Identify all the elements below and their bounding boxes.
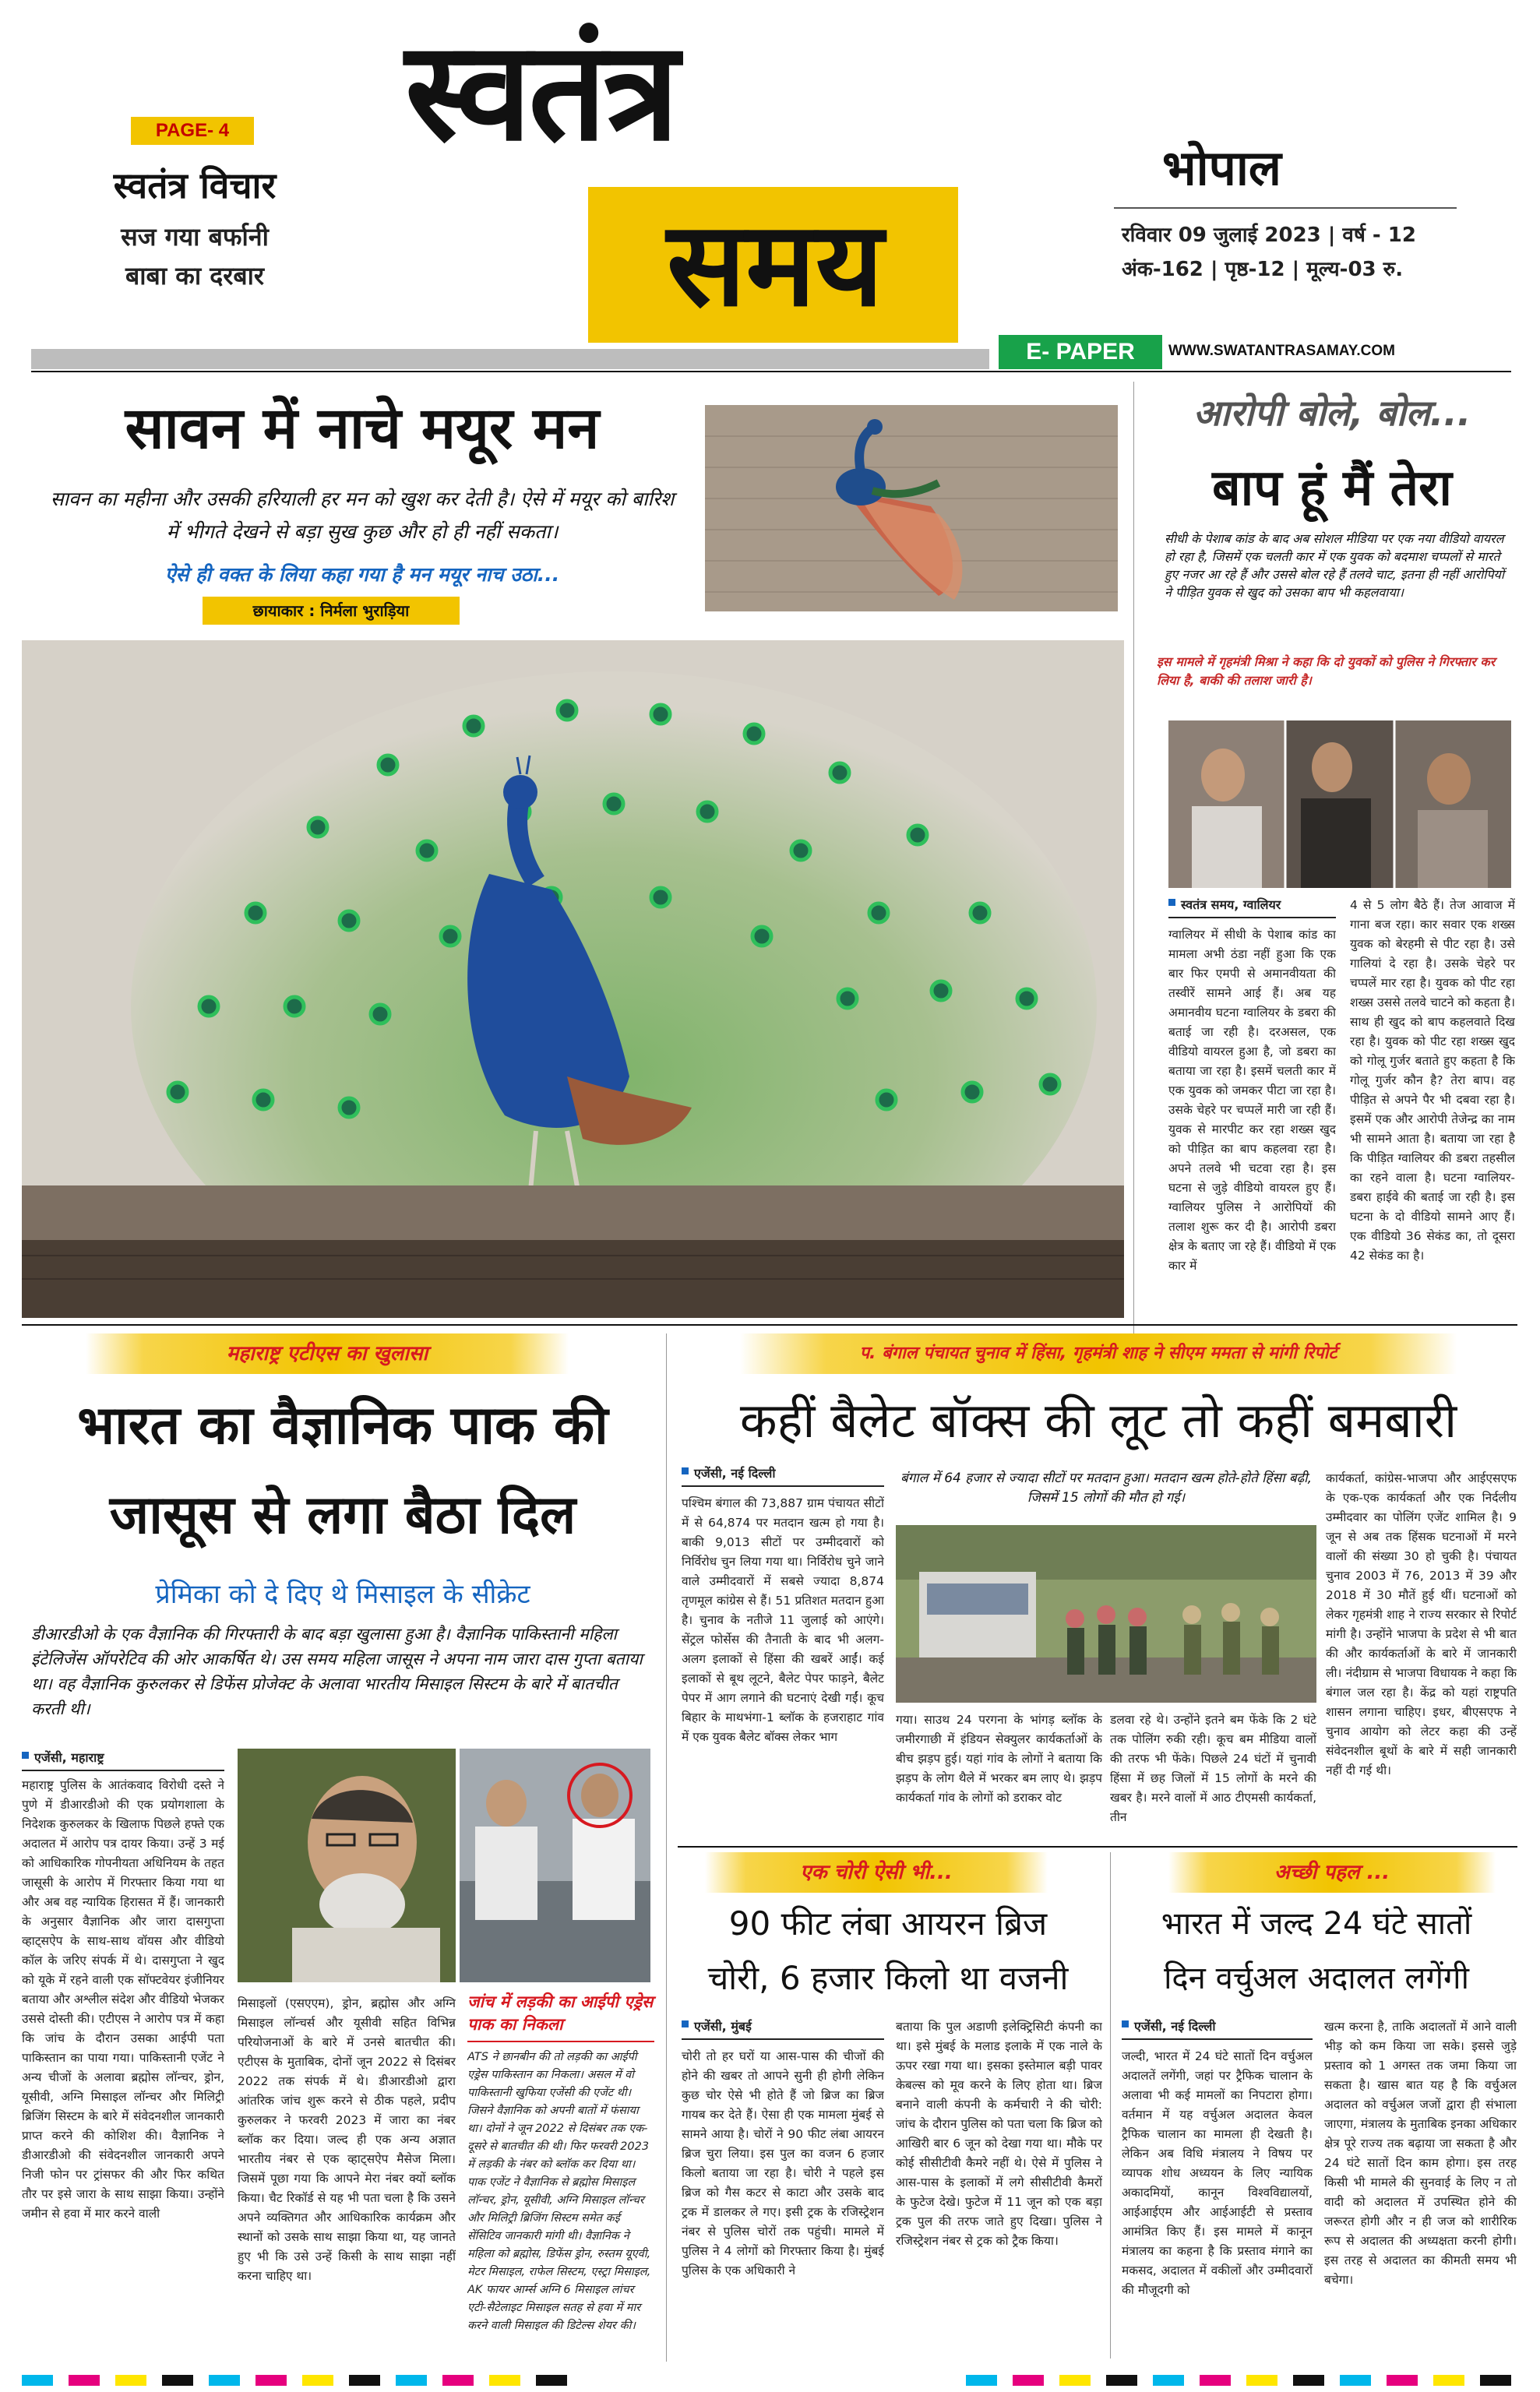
- peacock-main-photo: [22, 640, 1124, 1318]
- aaropi-byline: [1168, 896, 1336, 925]
- epaper-badge: E- PAPER: [999, 335, 1162, 369]
- header-bottom-rule: [31, 371, 1511, 372]
- photo-credit: छायाकार : निर्मला भुराड़िया: [203, 597, 460, 625]
- court-headline-line-2: दिन वर्चुअल अदालत लगेंगी: [1164, 1960, 1469, 1996]
- bengal-kicker: प. बंगाल पंचायत चुनाव में हिंसा, गृहमंत्री शाह ने सीएम ममता से मांगी रिपोर्ट: [740, 1333, 1457, 1374]
- bengal-violence-illustration: [896, 1525, 1316, 1703]
- city-name: भोपाल: [1162, 139, 1281, 196]
- court-byline: [1122, 2017, 1313, 2046]
- aaropi-highlight: इस मामले में गृहमंत्री मिश्रा ने कहा कि दो युवकों को पुलिस ने गिरफ्तार कर लिया है, बाकी की तलाश जारी है।: [1157, 654, 1496, 688]
- scientist-illustration: [238, 1749, 456, 1982]
- bengal-column-3: डलवा रहे थे। उन्होंने इतने बम फेंके कि 2 घंटे तक पोलिंग रुकी रही। कूच बम मीडिया वालों की तरफ भी फेंके। पिछले 24 घंटों में चुनावी हिंसा में छह जिलों में 15 लोगों के मरने की खबर है। मरने वालों में आठ टीएमसी कार्यकर्ता, तीन: [1110, 1713, 1316, 1824]
- peacock-headline: सावन में नाचे मयूर मन: [125, 395, 600, 462]
- masthead-rule: [31, 349, 989, 369]
- ats-column-1: महाराष्ट्र पुलिस के आतंकवाद विरोधी दस्ते ने पुणे में डीआरडीओ की एक प्रयोगशाला के निदेशक कुरुलकर के खिलाफ पिछले हफ्ते एक अदालत में आरोप पत्र दायर किया। उन्हें 3 मई को आधिकारिक गोपनीयता अधिनियम के तहत जासूसी के आरोप में गिरफ्तार किया गया था और अब वह न्यायिक हिरासत में हैं। जानकारी के अनुसार वैज्ञानिक और जारा दासगुप्ता व्हाट्सऐप के साथ-साथ वॉयस और वीडियो कॉल के जरिए संपर्क में थे। दासगुप्ता ने खुद को यूके में रहने वाली एक सॉफ्टवेयर इंजीनियर बताया और अश्लील संदेश और वीडियो भेजकर उससे दोस्ती की। एटीएस ने आरोप पत्र में कहा कि जांच के दौरान उसका आईपी पता पाकिस्तान का पाया गया। पाकिस्तानी एजेंट ने अन्य चीजों के अलावा ब्रह्मोस लॉन्चर, ड्रोन, यूसीवी, अग्नि मिसाइल लॉन्चर और मिलिट्री ब्रिजिंग सिस्टम के बारे में संवेदनशील जानकारी प्राप्त करने की कोशिश की। वैज्ञानिक ने डीआरडीओ की संवेदनशील जानकारी अपने निजी फोन पर ट्रांसफर की और फिर कथित तौर पर इसे जारा के साथ साझा किया। उन्होंने जमीन से हवा में मार करने वाली: [22, 1778, 224, 2221]
- column-rule-right-top: [1133, 382, 1134, 1340]
- aaropi-column-2: 4 से 5 लोग बैठे हैं। तेज आवाज में गाना बज रहा। कार सवार एक शख्स युवक को बेरहमी से पीट रहा है। उसे गालियां दे रहा है। उसके चेहरे पर चप्पलें मार रहा है। युवक को पीट रहा शख्स उससे तलवे चाटने को कहता है। साथ ही खुद को बाप कहलवाते दिख रहा है। युवक को पीट रहा शख्स खुद को गोलू गुर्जर बताते हुए कहता है कि गोलू गुर्जर कौन है? तेरा बाप। वह पीड़ित से अपने पैर भी दबवा रहा है। इसमें एक और आरोपी तेजेन्द्र का नाम भी सामने आता है। बताया जा रहा है कि पीड़ित ग्वालियर की डबरा तहसील का रहने वाला है। घटना ग्वालियर-डबरा हाईवे की बताई जा रही है। इस घटना के दो वीडियो सामने आए हैं। एक वीडियो 36 सेकंड का, तो दूसरा 42 सेकंड का है।: [1350, 898, 1515, 1263]
- court-kicker: अच्छी पहल ...: [1168, 1852, 1496, 1893]
- bengal-photo-caption: बंगाल में 64 हजार से ज्यादा सीटों पर मतदान हुआ। मतदान खत्म होते-होते हिंसा बढ़ी, जिसमें 15 लोगों की मौत हो गई।: [900, 1471, 1312, 1506]
- bridge-kicker: एक चोरी ऐसी भी...: [705, 1852, 1048, 1893]
- bridge-headline-line-1: 90 फीट लंबा आयरन ब्रिज: [728, 1904, 1048, 1943]
- registration-marks-right: [966, 2375, 1511, 2386]
- bridge-byline: [682, 2017, 884, 2046]
- ats-intro: डीआरडीओ के एक वैज्ञानिक की गिरफ्तारी के बाद बड़ा खुलासा हुआ है। वैज्ञानिक पाकिस्तानी महिला इंटेलिजेंस ऑपरेटिव की ओर आकर्षित थे। उस समय महिला जासूस ने अपना नाम जारा दास गुप्ता बताया था। वह वैज्ञानिक कुरुलकर से डिफेंस प्रोजेक्ट के अलावा भारतीय मिसाइल सिस्टम के बारे में बातचीत करती थी।: [31, 1625, 643, 1718]
- logo-text-top: स्वतंत्र: [405, 12, 676, 171]
- teaser-line-2: बाबा का दरबार: [125, 261, 264, 291]
- ats-box-text: ATS ने छानबीन की तो लड़की का आईपी एड्रेस पाकिस्तान का निकला। असल में वो पाकिस्तानी खुफिया एजेंसी की एजेंट थी। जिसने वैज्ञानिक को अपनी बातों में फंसाया था। दोनों ने जून 2022 से दिसंबर तक एक-दूसरे से बातचीत की थी। फिर फरवरी 2023 में लड़की के नंबर को ब्लॉक कर दिया था। पाक एजेंट ने वैज्ञानिक से ब्रह्मोस मिसाइल लॉन्चर, ड्रोन, यूसीवी, अग्नि मिसाइल लॉन्चर और मिलिट्री ब्रिजिंग सिस्टम समेत कई सेंसिटिव जानकारी मांगी थी। वैज्ञानिक ने महिला को ब्रह्मोस, डिफेंस ड्रोन, रुस्तम यूएवी, मेटर मिसाइल, राफेल सिस्टम, एस्ट्रा मिसाइल, AK फायर आर्म्स अग्नि 6 मिसाइल लांचर एटी-सैटेलाइट मिसाइल सतह से हवा में मार करने वाली मिसाइल की डिटेल्स शेयर की।: [467, 2051, 651, 2332]
- section-divider: [22, 1324, 1517, 1326]
- bengal-violence-photo: [896, 1525, 1316, 1703]
- ats-byline-text: एजेंसी, महाराष्ट्र: [22, 1749, 224, 1771]
- issue-line: अंक-162 | पृष्ठ-12 | मूल्य-03 रु.: [1122, 258, 1404, 281]
- court-headline-line-1: भारत में जल्द 24 घंटे सातों: [1161, 1906, 1472, 1942]
- bengal-column-1: पश्चिम बंगाल की 73,887 ग्राम पंचायत सीटों में से 64,874 पर मतदान खत्म हो गया है। बाकी 9,013 सीटों पर उम्मीदवारों को निर्विरोध चुन लिया गया था। निर्विरोध चुने जाने वाले उम्मीदवारों में सबसे ज्यादा 8,874 तृणमूल कांग्रेस से हैं। 51 प्रतिशत मतदान हुआ है। चुनाव के नतीजे 11 जुलाई को आएंगे। सेंट्रल फोर्सेस की तैनाती के बाद भी अलग-अलग इलाकों से हिंसा की खबरें आईं। कई इलाकों से बूथ लूटने, बैलेट पेपर फाड़ने, बैलेट पेपर में आग लगाने की घटनाएं देखी गईं। कूच बिहार के माथभंगा-1 ब्लॉक के हजराहाट गांव में एक युवक बैलेट बॉक्स लेकर भाग: [682, 1496, 884, 1744]
- aaropi-video-illustration: [1168, 720, 1511, 888]
- ats-column-2: मिसाइलों (एसएएम), ड्रोन, ब्रह्मोस और अग्नि मिसाइल लॉन्चर्स और यूसीवी सहित विभिन्न परियोजनाओं के बारे में उनसे बातचीत की। एटीएस के मुताबिक, दोनों जून 2022 से दिसंबर 2022 तक संपर्क में थे। डीआरडीओ द्वारा आंतरिक जांच शुरू करने से ठीक पहले, प्रदीप कुरुलकर ने फरवरी 2023 में जारा का नंबर ब्लॉक कर दिया। जल्द ही एक अन्य अज्ञात भारतीय नंबर से एक व्हाट्सऐप मैसेज मिला। जिसमें पूछा गया कि आपने मेरा नंबर क्यों ब्लॉक किया। चैट रिकॉर्ड से यह भी पता चला है कि उसने अपने व्यक्तिगत और आधिकारिक कार्यक्रम और स्थानों को उसके साथ साझा किया था, यह जानते हुए भी कि उसे उन्हें किसी के साथ साझा नहीं करना चाहिए था।: [238, 1996, 456, 2283]
- bengal-byline-text: एजेंसी, नई दिल्ली: [682, 1464, 884, 1487]
- bengal-headline: कहीं बैलेट बॉक्स की लूट तो कहीं बमबारी: [739, 1392, 1457, 1449]
- bridge-byline-text: एजेंसी, मुंबई: [682, 2017, 884, 2040]
- city-rule: [1114, 207, 1457, 209]
- lower-divider: [678, 1846, 1517, 1848]
- logo-text-bottom: समय: [666, 197, 884, 333]
- website-link[interactable]: WWW.SWATANTRASAMAY.COM: [1168, 343, 1395, 359]
- bengal-column-4: कार्यकर्ता, कांग्रेस-भाजपा और आईएसएफ के एक-एक कार्यकर्ता और एक निर्दलीय उम्मीदवार का पोलिंग एजेंट शामिल है। 9 जून से अब तक हिंसक घटनाओं में मरने वालों की संख्या 30 हो चुकी है। पंचायत चुनाव 2003 में 76, 2013 में 39 और 2018 में 30 मौतें हुई थीं। घटनाओं को लेकर गृहमंत्री शाह ने राज्य सरकार से रिपोर्ट मांगी है। उन्होंने भाजपा के प्रदेश से भी बात की और कार्यकर्ताओं के बारे में जानकारी ली। नंदीग्राम से भाजपा विधायक ने कहा कि बंगाल जल रहा है। केंद्र को यहां राष्ट्रपति शासन लगाना चाहिए। इधर, बीएसएफ ने चुनाव आयोग को लेटर कहा की उन्हें संवेदनशील बूथों के बारे में सही जानकारी नहीं दी गई थी।: [1326, 1471, 1517, 1777]
- page-label: PAGE- 4: [131, 117, 254, 145]
- ats-subhead: प्रेमिका को दे दिए थे मिसाइल के सीक्रेट: [155, 1579, 530, 1610]
- bridge-headline-line-2: चोरी, 6 हजार किलो था वजनी: [707, 1959, 1069, 1997]
- peacock-intro: सावन का महीना और उसकी हरियाली हर मन को खुश कर देती है। ऐसे में मयूर को बारिश में भीगते देखने से बड़ा सुख कुछ और हो ही नहीं सकता।: [50, 488, 675, 543]
- column-rule-middle: [666, 1333, 667, 2362]
- flying-peacock-photo: [705, 405, 1118, 611]
- bengal-column-2: गया। साउथ 24 परगना के भांगड़ ब्लॉक के जमीरगाछी में इंडियन सेक्युलर कार्यकर्ताओं के बीच झड़प हुई। यहां गांव के लोगों ने बताया कि झड़प के लोग थैले में भरकर बम लाए थे। झड़प कार्यकर्ता गांव के लोगों को डराकर वोट: [896, 1713, 1102, 1805]
- aaropi-kicker: आरोपी बोले, बोल...: [1193, 392, 1471, 434]
- ats-byline: [22, 1749, 224, 1777]
- section-title: स्वतंत्र विचार: [113, 164, 277, 206]
- ats-headline-line-2: जासूस से लगा बैठा दिल: [109, 1485, 576, 1546]
- date-line: रविवार 09 जुलाई 2023 | वर्ष - 12: [1122, 224, 1416, 247]
- logo: [405, 14, 1013, 341]
- aaropi-intro: सीधी के पेशाब कांड के बाद अब सोशल मीडिया पर एक नया वीडियो वायरल हो रहा है, जिसमें एक चलती कार में एक युवक को बदमाश चप्पलों से मारते हुए नजर आ रहे हैं और उससे बोल रहे हैं तलवे चाट, इतना ही नहीं आरोपियों ने पीड़ित युवक से खुद को उसका बाप भी कहलवाया।: [1165, 531, 1504, 600]
- ats-box-title: जांच में लड़की का आईपी एड्रेस पाक का निकला: [467, 1991, 654, 2042]
- bengal-byline: [682, 1464, 884, 1493]
- aaropi-headline: बाप हूं मैं तेरा: [1212, 460, 1452, 517]
- column-rule-lower: [1110, 1852, 1111, 2359]
- bridge-column-1: चोरी तो हर घरों या आस-पास की चीजों की होने की खबर तो आपने सुनी ही होगी लेकिन कुछ चोर ऐसे भी होते हैं जो ब्रिज का ब्रिज गायब कर देते हैं। ऐसा ही एक मामला मुंबई से सामने आया है। चोरों ने 90 फीट लंबा आयरन ब्रिज चुरा लिया। इस पुल का वजन 6 हजार किलो बताया जा रहा है। चोरी ने पहले इस ब्रिज को गैस कटर से काटा और उसके बाद ट्रक में डालकर ले गए। इसी ट्रक के रजिस्ट्रेशन नंबर से पुलिस चोरों तक पहुंची। मामले में पुलिस ने 4 लोगों को गिरफ्तार किया है। मुंबई पुलिस के एक अधिकारी ने: [682, 2049, 884, 2278]
- scientist-photo: [238, 1749, 456, 1982]
- aaropi-column-1: ग्वालियर में सीधी के पेशाब कांड का मामला अभी ठंडा नहीं हुआ कि एक बार फिर एमपी से अमानवीयता की तस्वीरें सामने आई हैं। अब यह अमानवीय घटना ग्वालियर के डबरा की बताई जा रही है। दरअसल, एक वीडियो वायरल हुआ है, जो डबरा का बताया जा रहा है। इसमें चलती कार में एक युवक को जमकर पीटा जा रहा है। उसके चेहरे पर चप्पलें मारी जा रही हैं। युवक से मारपीट कर रहा शख्स खुद को पीड़ित का बाप कहलवा रहा है। अपने तलवे भी चटवा रहा है। इस घटना से जुड़े वीडियो वायरल हुए हैं। ग्वालियर पुलिस ने आरोपियों की तलाश शुरू कर दी है। आरोपी डबरा क्षेत्र के बताए जा रहे हैं। वीडियो में एक कार में: [1168, 928, 1336, 1273]
- court-byline-text: एजेंसी, नई दिल्ली: [1122, 2017, 1313, 2040]
- court-column-1: जल्दी, भारत में 24 घंटे सातों दिन वर्चुअल अदालतें लगेंगी, जहां पर ट्रैफिक चालान के अलावा भी कई मामलों का निपटारा होगा। वर्तमान में यह वर्चुअल अदालत केवल ट्रैफिक चालान का मामला ही देखती है। लेकिन अब विधि मंत्रालय ने विषय पर व्यापक शोध अध्ययन के लिए न्यायिक अकादमियों, कानून विश्वविद्यालयों, आईआईएम और आईआईटी से प्रस्ताव आमंत्रित किए हैं। इस मामले में कानून मंत्रालय का कहना है कि प्रस्ताव मंगाने का मकसद, अदालत में वकीलों और उम्मीदवारों की मौजूदगी को: [1122, 2049, 1313, 2297]
- bridge-column-2: बताया कि पुल अडाणी इलेक्ट्रिसिटी कंपनी का था। इसे मुंबई के मलाड इलाके में एक नाले के ऊपर रखा गया था। इसका इस्तेमाल बड़ी पावर केबल्स को मूव करने के लिए होता था। ब्रिज बनाने वाली कंपनी के कर्मचारी ने की चोरी: जांच के दौरान पुलिस को पता चला कि ब्रिज को आखिरी बार 6 जून को देखा गया था। मौके पर कोई सीसीटीवी कैमरे नहीं थे। ऐसे में पुलिस ने आस-पास के इलाकों में लगे सीसीटीवी कैमरों के फुटेज देखे। फुटेज में 11 जून को एक बड़ा ट्रक पुल की तरफ जाते हुए दिखा। पुलिस ने रजिस्ट्रेशन नंबर से ट्रक को ट्रैक किया।: [896, 2020, 1102, 2248]
- ats-arrest-illustration: [460, 1749, 650, 1982]
- teaser-line-1: सज गया बर्फानी: [121, 222, 269, 252]
- peacock-main-illustration: [22, 640, 1124, 1318]
- aaropi-video-photo: [1168, 720, 1511, 888]
- registration-marks-left: [22, 2375, 567, 2386]
- ats-arrest-photo: [460, 1749, 650, 1982]
- ats-headline-line-1: भारत का वैज्ञानिक पाक की: [77, 1395, 608, 1457]
- flying-peacock-illustration: [705, 405, 1118, 611]
- peacock-tagline: ऐसे ही वक्त के लिया कहा गया है मन मयूर नाच उठा...: [164, 563, 560, 586]
- aaropi-byline-text: स्वतंत्र समय, ग्वालियर: [1168, 896, 1336, 918]
- court-column-2: खत्म करना है, ताकि अदालतों में आने वाली भीड़ को कम किया जा सके। इससे जुड़े प्रस्ताव को 1 अगस्त तक जमा किया जा सकता है। खास बात यह है कि वर्चुअल अदालत को वर्चुअल जजों द्वारा ही संभाला जाएगा, मंत्रालय के मुताबिक इनका अधिकार क्षेत्र पूरे राज्य तक बढ़ाया जा सकता है और 24 घंटे सातों दिन काम होगा। इस तरह किसी भी मामले की सुनवाई के लिए न तो वादी को अदालत में उपस्थित होने की जरूरत होगी और न ही जज को शारीरिक रूप से अदालत की अध्यक्षता करनी होगी। इस तरह से अदालत का कीमती समय भी बचेगा।: [1324, 2020, 1517, 2287]
- ats-kicker: महाराष्ट्र एटीएस का खुलासा: [86, 1333, 569, 1374]
